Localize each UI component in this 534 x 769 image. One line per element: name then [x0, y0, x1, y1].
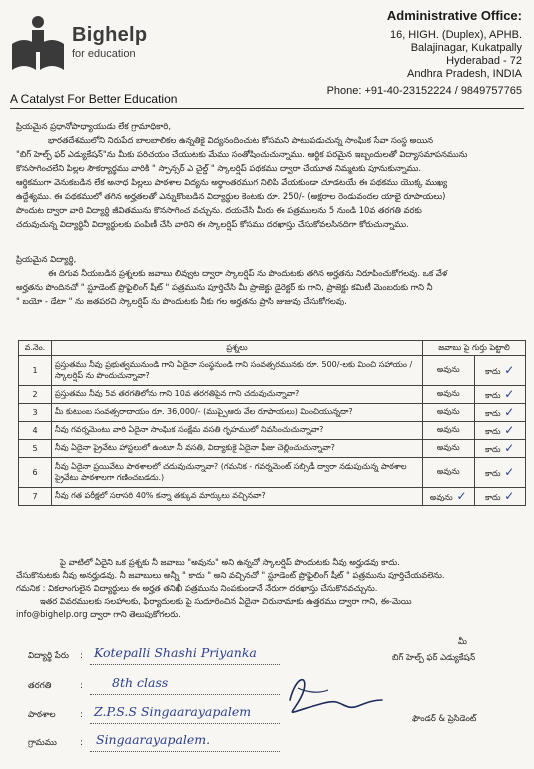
check-mark-icon: ✓ [500, 441, 515, 455]
signature-icon [278, 670, 388, 718]
note-line: గమనిక : వికలాంగులైన విద్యార్థులు ఈ అర్హత తనిఖీ పత్రమును నింపకుండానే నేరుగా దరఖాస్తు చేసుకొనవచ్చును. [16, 583, 378, 593]
brand-name: Bighelp [72, 24, 148, 46]
answer-yes-label: అవును [436, 407, 460, 416]
answer-no-option[interactable] [474, 458, 526, 488]
name-underline [90, 664, 280, 665]
intro-line: ఆర్థికముగా వెనుకబడిన లేక అనాధ పిల్లలు పాఠశాల విద్యను అర్థాంతరముగ నిలిపి వేయకుండా చూడటయే ఈ పథకము యొక్క ముఖ్య [16, 177, 448, 187]
intro-line: ఉద్దేశ్యము. ఈ పథకములో తగిన అర్హతలతో ఎన్నుకొంబడిన విద్యార్థుల కెంటకు రూ. 250/- (అక్షరాల రెండువందల యాభై రూపాయలు) [16, 191, 446, 201]
intro-line: పొందుట ద్వారా వారి విద్యార్థి జీవితమును కొనసాగించ వచ్చును. దయచేసి మీరు ఈ పత్రములను 5 నుండి 10వ తరగతి వరకు [16, 205, 422, 215]
answer-no-option[interactable] [474, 488, 526, 506]
instruction-line: అర్హతను పొందినచో " స్టూడెంట్ ప్రొఫైలింగ్ షీట్ " పత్రమును పూర్తిచేసి మీ ప్రాజెక్టు డైరెక్టర్ కు గాని, ప్రాజెక్టు కమిటీ మెంబరుకు గాని నీ [16, 282, 433, 292]
office-address [327, 8, 522, 97]
school-value[interactable]: Z.P.S.S Singaarayapalem [94, 704, 252, 719]
class-label: తరగతి [28, 681, 52, 691]
question-row [19, 386, 526, 404]
answer-no-option[interactable] [474, 356, 526, 386]
village-underline [90, 751, 280, 752]
question-row [19, 488, 526, 506]
note-line: ఇతర వివరములకు సలహాలకు, ఫిర్యాదులకు పై సుదూరించిన ఏదైనా చిరునామాకు ఉత్తరము ద్వారా గాని, ఈ-మెయి [40, 596, 412, 606]
check-mark-icon: ✓ [452, 489, 467, 503]
answer-yes-option[interactable] [423, 422, 475, 440]
instruction-line: " బయో - డేటా " ను జతపరచి స్కాలర్షిప్ ను పొందుటకు నీకు గల అర్హతను ప్రాసి జుజువు చేసుకోగలవు. [16, 296, 347, 306]
colon: : [80, 681, 83, 691]
address-line: Andhra Pradesh, INDIA [407, 68, 522, 80]
check-mark-icon: ✓ [500, 489, 515, 503]
question-number: 5 [19, 440, 52, 458]
brand-subtitle: for education [72, 48, 136, 60]
closing-org: బిగ్ హెల్ప్ ఫర్ ఎడ్యుకేషన్ [392, 652, 476, 662]
address-line: 16, HIGH. (Duplex), APHB. [389, 29, 522, 41]
check-mark-icon: ✓ [500, 423, 515, 437]
note-line: పై వాటిలో ఏదైని ఒక ప్రశ్నకు నీ జవాబు "అవును" అని ఉన్నచో స్కాలర్షిప్ పొందుటకు నీవు అర్హుడవు కాదు. [60, 557, 400, 567]
answer-no-option[interactable] [474, 404, 526, 422]
answer-yes-label: అవును [436, 425, 460, 434]
question-text: ప్రస్తుతము నీవు 5వ తరగతిలోను గాని 10వ తరగతిపైన గాని చదువుచున్నావా? [52, 386, 423, 404]
question-number: 4 [19, 422, 52, 440]
question-text: నీవు గవర్నమెంటు వారి ఏదైనా సాంఘిక సంక్షేమ వసతి గృహములో నివసించుచున్నావా? [52, 422, 423, 440]
question-row [19, 440, 526, 458]
question-text: నీవు ఏదైనా ప్రైవేటు హాస్టలులో ఉంటూ నీ వసతి, విద్యాకుకై ఏదైనా ఫీజు చెల్లించుచున్నావా? [52, 440, 423, 458]
answer-no-label: కాదు [485, 445, 501, 454]
answer-no-label: కాదు [485, 391, 501, 400]
salutation-student: ప్రియమైన విద్యార్థి, [16, 254, 77, 264]
answer-yes-option[interactable] [423, 458, 475, 488]
salutation-headmaster: ప్రియమైన ప్రధానోపాధ్యాయుడు లేక గ్రామాధికారి, [16, 121, 172, 131]
class-underline [90, 694, 280, 695]
answer-yes-label: అవును [429, 493, 453, 502]
question-row [19, 458, 526, 488]
address-line: Balajinagar, Kukatpally [410, 42, 522, 54]
answer-yes-option[interactable] [423, 488, 475, 506]
answer-no-label: కాదు [485, 493, 501, 502]
answer-yes-option[interactable] [423, 440, 475, 458]
question-number: 2 [19, 386, 52, 404]
question-text: ప్రస్తుతము నీవు ప్రభుత్వమునుండి గాని ఏదైనా సంస్థనుండి గాని సంవత్సరమునకు రూ. 500/-లకు మించి సహాయం / స్కాలర్షిప్ ను పొందుచున్నావా? [52, 356, 423, 386]
question-row [19, 356, 526, 386]
check-mark-icon: ✓ [500, 465, 515, 479]
column-header-questions: ప్రశ్నలు [52, 341, 423, 356]
answer-no-label: కాదు [485, 427, 501, 436]
village-value[interactable]: Singaarayapalem. [96, 732, 211, 747]
answer-no-option[interactable] [474, 386, 526, 404]
answer-no-option[interactable] [474, 440, 526, 458]
question-text: నీవు ఏదైనా ప్రయివేటు పాఠశాలలో చదువుచున్నావా? (గమనిక - గవర్నమెంట్ సబ్సిడీ ద్వారా నడుపుచున్న పాఠశాల ప్రైవేటు పాఠశాలగా గణించబడదు.) [52, 458, 423, 488]
office-phone: Phone: +91-40-23152224 / 9849757765 [326, 85, 522, 97]
student-name-label: విద్యార్థి పేరు [28, 651, 69, 661]
contact-line: info@bighelp.org ద్వారా గాని తెలుపుకోగలరు. [16, 609, 181, 619]
class-value[interactable]: 8th class [112, 675, 169, 690]
address-line: Hyderabad - 72 [446, 55, 522, 67]
answer-yes-option[interactable] [423, 404, 475, 422]
question-text: నీవు గత పరీక్షలో సరాసరి 40% కన్నా తక్కువ మార్కులు వచ్చినవా? [52, 488, 423, 506]
note-line: చేసుకొనుటకు నీవు అనర్హుడవు. నీ జవాబులు అన్నీ " కాదు " అని వచ్చినచో " స్టూడెంట్ ప్రొఫైలింగ్ షీట్ " పత్రమును పూర్తిచేయవలెను. [16, 570, 445, 580]
question-number: 7 [19, 488, 52, 506]
school-underline [90, 723, 280, 724]
answer-yes-option[interactable] [423, 386, 475, 404]
answer-yes-label: అవును [436, 389, 460, 398]
colon: : [80, 738, 83, 748]
question-number: 1 [19, 356, 52, 386]
colon: : [80, 710, 83, 720]
tagline: A Catalyst For Better Education [10, 92, 178, 106]
question-number: 6 [19, 458, 52, 488]
eligibility-table [18, 340, 526, 506]
bighelp-logo [10, 14, 160, 74]
check-mark-icon: ✓ [500, 387, 515, 401]
answer-yes-label: అవును [436, 467, 460, 476]
student-name-value[interactable]: Kotepalli Shashi Priyanka [94, 645, 257, 660]
question-row [19, 404, 526, 422]
closing-yours: మీ [458, 636, 467, 646]
answer-no-option[interactable] [474, 422, 526, 440]
check-mark-icon: ✓ [500, 405, 515, 419]
colon: : [80, 651, 83, 661]
closing-title: ఫౌండర్ & ప్రెసిడెంట్ [412, 713, 477, 723]
column-header-answers: జవాబు పై గుర్తు పెట్టాలి [423, 341, 526, 356]
answer-no-label: కాదు [485, 469, 501, 478]
answer-no-label: కాదు [485, 409, 501, 418]
intro-line: చదువుచున్న విద్యార్థినీ విద్యార్థులకు పంపిణీ చేసి వారిని ఈ స్కాలర్షిప్ కోసము దరఖాస్తు చేసుకోవలసినదిగా కోరుచున్నాము. [16, 219, 409, 229]
answer-no-label: కాదు [485, 367, 501, 376]
answer-yes-label: అవును [436, 365, 460, 374]
answer-yes-option[interactable] [423, 356, 475, 386]
person-book-logo-icon [10, 14, 66, 74]
intro-line: భారతదేశములోని నిరుపేద బాలబాలికల ఉన్నతికై విద్యనందించుట కోసమని పాటుపడుచున్న సాంఘిక సేవా సంస్థ అయిన [48, 135, 434, 145]
intro-line: "బిగ్ హెల్ప్ ఫర్ ఎడ్యుకేషన్"ను మీకు పరిచయం చేయుటకు మేము సంతోషించుచున్నాము. ఆర్థిక పరమైన ఇబ్బందులతో విద్యాసమాపనమును [16, 149, 468, 159]
instruction-line: ఈ దిగువ నీయబడిన ప్రశ్నలకు జవాబు లివ్వుట ద్వారా స్కాలర్షిప్ ను పొందుటకు తగిన అర్హతను నిరూపించుకోగలవు. ఒక వేళ [48, 268, 448, 278]
intro-line: కొనసాగించలేని పిల్లల సౌకర్యార్థము వారికి " స్పాన్సర్ ఎ చైల్డ్ " స్కాలర్షిప్ పథకము ద్వారా చేయూత నిమ్మటకు పూనుకున్నాము. [16, 163, 422, 173]
school-label: పాఠశాల [28, 710, 56, 720]
office-title: Administrative Office: [386, 8, 522, 23]
question-text: మీ కుటుంబ సంవత్సరాదాయం రూ. 36,000/- (ముప్పైఆరు వేల రూపాయలు) మించియున్నదా? [52, 404, 423, 422]
question-row [19, 422, 526, 440]
column-header-number: వ.నెం. [19, 341, 52, 356]
header-divider [10, 108, 524, 109]
village-label: గ్రామము [28, 738, 57, 748]
question-number: 3 [19, 404, 52, 422]
question-rows [19, 356, 526, 506]
answer-yes-label: అవును [436, 443, 460, 452]
table-header-row [19, 341, 526, 356]
check-mark-icon: ✓ [500, 363, 515, 377]
